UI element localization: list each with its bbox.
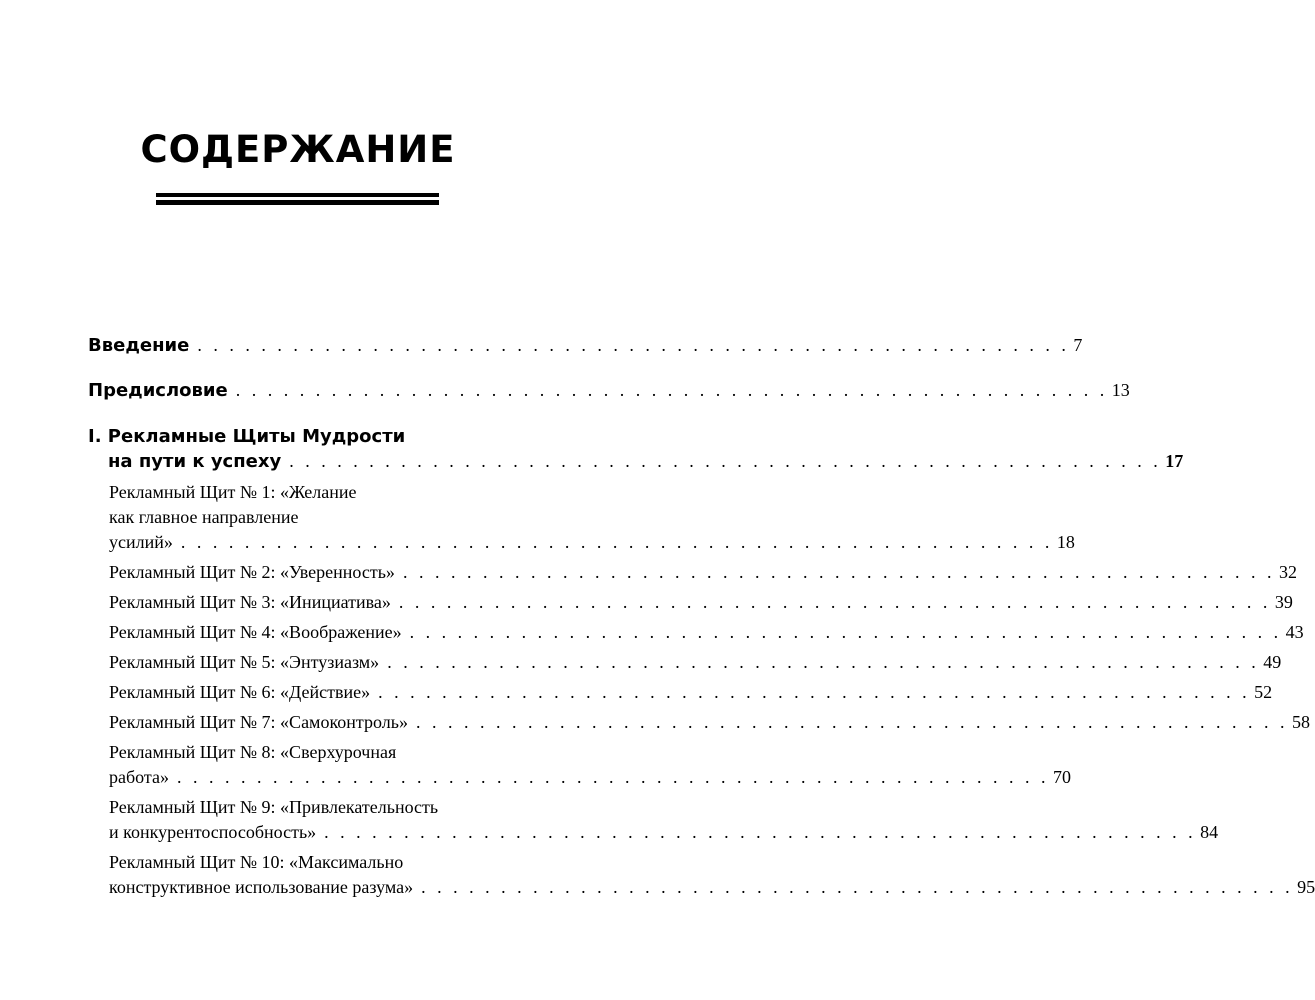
toc-page-number: 18 [1056, 532, 1075, 552]
toc-page-number: 84 [1200, 822, 1219, 842]
toc-page-number: 13 [1111, 380, 1130, 400]
toc-entry-part-1[interactable] [88, 424, 1184, 474]
toc-page-number: 70 [1053, 767, 1071, 787]
toc-subentry[interactable] [88, 590, 1293, 615]
toc-entry-title: Рекламный Щит № 3: «Инициатива» [109, 592, 391, 612]
toc-entry-title: Рекламный Щит № 7: «Самоконтроль» [109, 712, 408, 732]
toc-subentry[interactable] [88, 620, 1304, 645]
dot-leader: . . . . . . . . . . . . . . . . . . . . . . . . . . . . . . . . . . . . . . . . . . . . . . . . . . . . . . . [180, 532, 1053, 552]
toc-page-number: 17 [1165, 451, 1184, 471]
toc-entry-title: и конкурентоспособность» [109, 822, 317, 842]
toc-entry-title: Рекламный Щит № 6: «Действие» [109, 682, 371, 702]
dot-leader: . . . . . . . . . . . . . . . . . . . . . . . . . . . . . . . . . . . . . . . . . . . . . . . . . . . . . . . [378, 682, 1251, 702]
toc-page-number: 58 [1291, 712, 1310, 732]
toc-page-number: 95 [1297, 877, 1315, 897]
dot-leader: . . . . . . . . . . . . . . . . . . . . . . . . . . . . . . . . . . . . . . . . . . . . . . . . . . . . . . . [402, 562, 1275, 582]
toc-subentry[interactable] [88, 680, 1273, 705]
toc-entry-title: Рекламный Щит № 2: «Уверенность» [109, 562, 395, 582]
toc-entry-title: конструктивное использование разума» [109, 877, 414, 897]
dot-leader: . . . . . . . . . . . . . . . . . . . . . . . . . . . . . . . . . . . . . . . . . . . . . . . . . . . . . . . [324, 822, 1197, 842]
title-rule-top [156, 193, 439, 197]
dot-leader: . . . . . . . . . . . . . . . . . . . . . . . . . . . . . . . . . . . . . . . . . . . . . . . . . . . . . . . [197, 335, 1070, 355]
toc-page-number: 52 [1254, 682, 1273, 702]
toc-entry-preface[interactable] [88, 378, 1130, 403]
dot-leader: . . . . . . . . . . . . . . . . . . . . . . . . . . . . . . . . . . . . . . . . . . . . . . . . . . . . . . . [387, 652, 1260, 672]
toc-subentry[interactable] [88, 850, 1315, 900]
dot-leader: . . . . . . . . . . . . . . . . . . . . . . . . . . . . . . . . . . . . . . . . . . . . . . . . . . . . . . . [235, 380, 1108, 400]
toc-page-number: 7 [1073, 335, 1083, 355]
toc-entry-title: Рекламный Щит № 4: «Воображение» [109, 622, 402, 642]
toc-entry-title: Рекламный Щит № 1: «Желание [109, 482, 357, 502]
toc-entry-title: усилий» [109, 532, 173, 552]
dot-leader: . . . . . . . . . . . . . . . . . . . . . . . . . . . . . . . . . . . . . . . . . . . . . . . . . . . . . . . [177, 767, 1049, 787]
toc-page-number: 49 [1263, 652, 1282, 672]
toc-entry-title: Предисловие [88, 380, 228, 401]
toc-page-number: 39 [1274, 592, 1293, 612]
toc-subentry[interactable] [88, 740, 1071, 790]
toc-subentry[interactable] [88, 560, 1297, 585]
toc-entry-intro[interactable] [88, 333, 1083, 358]
toc-entry-title: работа» [109, 767, 169, 787]
toc-page-number: 43 [1285, 622, 1304, 642]
dot-leader: . . . . . . . . . . . . . . . . . . . . . . . . . . . . . . . . . . . . . . . . . . . . . . . . . . . . . . . [415, 712, 1288, 732]
page-title: СОДЕРЖАНИЕ [140, 128, 456, 171]
title-rule-bottom [156, 200, 439, 205]
dot-leader: . . . . . . . . . . . . . . . . . . . . . . . . . . . . . . . . . . . . . . . . . . . . . . . . . . . . . . . [398, 592, 1271, 612]
toc-subentry[interactable] [88, 795, 1219, 845]
toc-entry-title: I. Рекламные Щиты Мудрости [88, 426, 406, 447]
toc-entry-title-continued: на пути к успеху [108, 451, 282, 472]
dot-leader: . . . . . . . . . . . . . . . . . . . . . . . . . . . . . . . . . . . . . . . . . . . . . . . . . . . . . . . [421, 877, 1294, 897]
toc-page-number: 32 [1278, 562, 1297, 582]
toc-subentry[interactable] [88, 650, 1282, 675]
toc-entry-title: Рекламный Щит № 5: «Энтузиазм» [109, 652, 380, 672]
toc-entry-title: Введение [88, 335, 190, 356]
toc-entry-title: Рекламный Щит № 8: «Сверхурочная [109, 742, 397, 762]
toc-subentries [88, 480, 1315, 900]
toc-entry-title: Рекламный Щит № 9: «Привлекательность [109, 797, 439, 817]
toc-entry-title: Рекламный Щит № 10: «Максимально [109, 852, 404, 872]
dot-leader: . . . . . . . . . . . . . . . . . . . . . . . . . . . . . . . . . . . . . . . . . . . . . . . . . . . . . . . [289, 451, 1162, 471]
dot-leader: . . . . . . . . . . . . . . . . . . . . . . . . . . . . . . . . . . . . . . . . . . . . . . . . . . . . . . . [409, 622, 1282, 642]
toc-entry-title: как главное направление [109, 507, 299, 527]
table-of-contents [88, 333, 1315, 900]
toc-subentry[interactable] [88, 710, 1310, 735]
toc-subentry[interactable] [88, 480, 1075, 555]
